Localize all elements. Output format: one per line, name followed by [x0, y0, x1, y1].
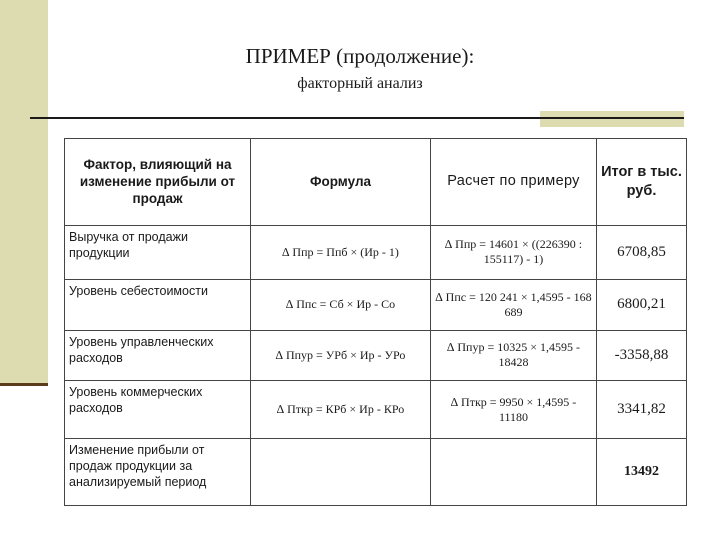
row-calc: ∆ Ппур = 10325 × 1,4595 - 18428 [431, 330, 597, 380]
header-result: Итог в тыс. руб. [597, 139, 687, 226]
row-formula [251, 439, 431, 506]
row-calc: ∆ Ппр = 14601 × ((226390 : 155117) - 1) [431, 225, 597, 279]
row-result: -3358,88 [597, 330, 687, 380]
slide-title: ПРИМЕР (продолжение): [245, 44, 475, 68]
row-calc: ∆ Пткр = 9950 × 1,4595 - 11180 [431, 380, 597, 438]
table-header-row [65, 139, 687, 226]
title-divider-accent [540, 111, 684, 127]
slide-subtitle: факторный анализ [297, 75, 423, 92]
decorative-side-bar-line [0, 383, 48, 386]
row-result: 6708,85 [597, 225, 687, 279]
header-calc: Расчет по примеру [431, 139, 597, 226]
header-factor: Фактор, влияющий на изменение прибыли от продаж [65, 139, 251, 226]
title-divider-accent-line [540, 117, 684, 119]
row-formula: ∆ Пткр = КРб × Ир - КРо [251, 380, 431, 438]
row-calc [431, 439, 597, 506]
row-formula: ∆ Ппр = Ппб × (Ир - 1) [251, 225, 431, 279]
row-result-total: 13492 [597, 439, 687, 506]
title-divider [30, 117, 540, 119]
table-row [65, 225, 687, 279]
table-row [65, 439, 687, 506]
row-result: 3341,82 [597, 380, 687, 438]
table-row [65, 280, 687, 330]
row-calc: ∆ Ппс = 120 241 × 1,4595 - 168 689 [431, 280, 597, 330]
header-formula: Формула [251, 139, 431, 226]
row-factor: Изменение прибыли от продаж продукции за анализируемый период [65, 439, 251, 506]
row-result: 6800,21 [597, 280, 687, 330]
table-row [65, 330, 687, 380]
table-row [65, 380, 687, 438]
row-factor: Уровень управленческих расходов [65, 330, 251, 380]
row-factor: Уровень себестоимости [65, 280, 251, 330]
factor-analysis-table [64, 138, 687, 506]
row-formula: ∆ Ппс = Сб × Ир - Со [251, 280, 431, 330]
row-factor: Уровень коммерческих расходов [65, 380, 251, 438]
row-factor: Выручка от продажи продукции [65, 225, 251, 279]
row-formula: ∆ Ппур = УРб × Ир - УРо [251, 330, 431, 380]
